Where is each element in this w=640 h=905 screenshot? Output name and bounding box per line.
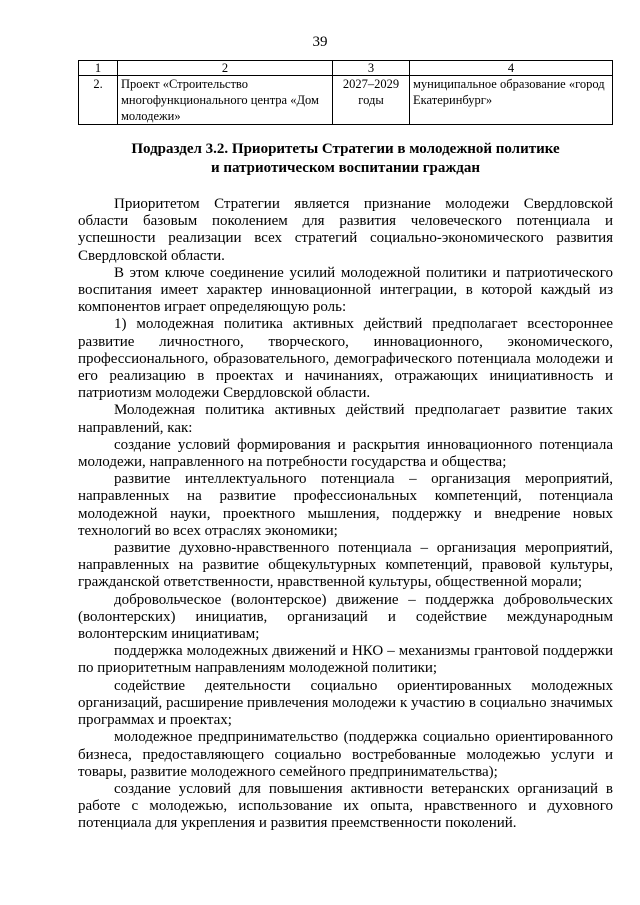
table-header-cell: 3 — [333, 61, 410, 76]
paragraph: молодежное предпринимательство (поддержка социально ориентированного бизнеса, предоставляющего социально востребованные молодежью услуги и товары, развитие молодежного семейного предпринимательства); — [78, 729, 613, 780]
years-cell: 2027–2029 годы — [333, 76, 410, 125]
paragraph: 1) молодежная политика активных действий предполагает всестороннее развитие личностного, творческого, инновационного, экономического, профессионального, образовательного, демографического потенциала молодежи и его реализацию в проектах и начинаниях, отражающих инициативность и патриотизм молодежи Свердловской области. — [78, 316, 613, 402]
table-header-cell: 2 — [118, 61, 333, 76]
heading-line: и патриотическом воспитании граждан — [210, 160, 480, 176]
paragraph: создание условий формирования и раскрытия инновационного потенциала молодежи, направленного на потребности государства и общества; — [78, 436, 613, 471]
paragraph: создание условий для повышения активности ветеранских организаций в работе с молодежью, использование их опыта, нравственного и духовного потенциала для укрепления и развития преемственности поколений. — [78, 780, 613, 832]
table-row — [79, 76, 613, 125]
paragraph: В этом ключе соединение усилий молодежной политики и патриотического воспитания имеет характер инновационной интеграции, в которой каждый из компонентов играет определяющую роль: — [78, 264, 613, 316]
table-header-cell: 1 — [79, 61, 118, 76]
paragraph: развитие интеллектуального потенциала – организация мероприятий, направленных на развитие профессиональных компетенций, потенциала молодежной науки, проектного мышления, поддержку и внедрение новых технологий во всех отраслях экономики; — [78, 471, 613, 539]
page-number: 39 — [312, 34, 328, 50]
paragraph: содействие деятельности социально ориентированных молодежных организаций, расширение привлечения молодежи к участию в социально значимых программах и проектах; — [78, 677, 613, 729]
paragraph: развитие духовно-нравственного потенциала – организация мероприятий, направленных на развитие общекультурных компетенций, правовой культуры, гражданской ответственности, нравственной культуры, общественной морали; — [78, 540, 613, 591]
table-header-row — [79, 61, 613, 76]
heading-line: Подраздел 3.2. Приоритеты Стратегии в молодежной политике — [131, 141, 560, 157]
row-number-cell: 2. — [79, 76, 118, 125]
section-heading — [78, 140, 613, 178]
paragraph: Молодежная политика активных действий предполагает развитие таких направлений, как: — [78, 402, 613, 436]
paragraph: поддержка молодежных движений и НКО – механизмы грантовой поддержки по приоритетным направлениям молодежной политики; — [78, 643, 613, 677]
projects-table — [78, 60, 613, 125]
table-header-cell: 4 — [410, 61, 613, 76]
executor-cell: муниципальное образование «город Екатеринбург» — [410, 76, 613, 125]
project-name-cell: Проект «Строительство многофункционального центра «Дом молодежи» — [118, 76, 333, 125]
paragraph: добровольческое (волонтерское) движение – поддержка добровольческих (волонтерских) инициатив, организаций и содействие международным волонтерским инициативам; — [78, 591, 613, 643]
paragraph: Приоритетом Стратегии является признание молодежи Свердловской области базовым поколением для развития человеческого потенциала и успешности реализации всех стратегий социально-экономического развития Свердловской области. — [78, 196, 613, 264]
body-text — [78, 196, 613, 833]
